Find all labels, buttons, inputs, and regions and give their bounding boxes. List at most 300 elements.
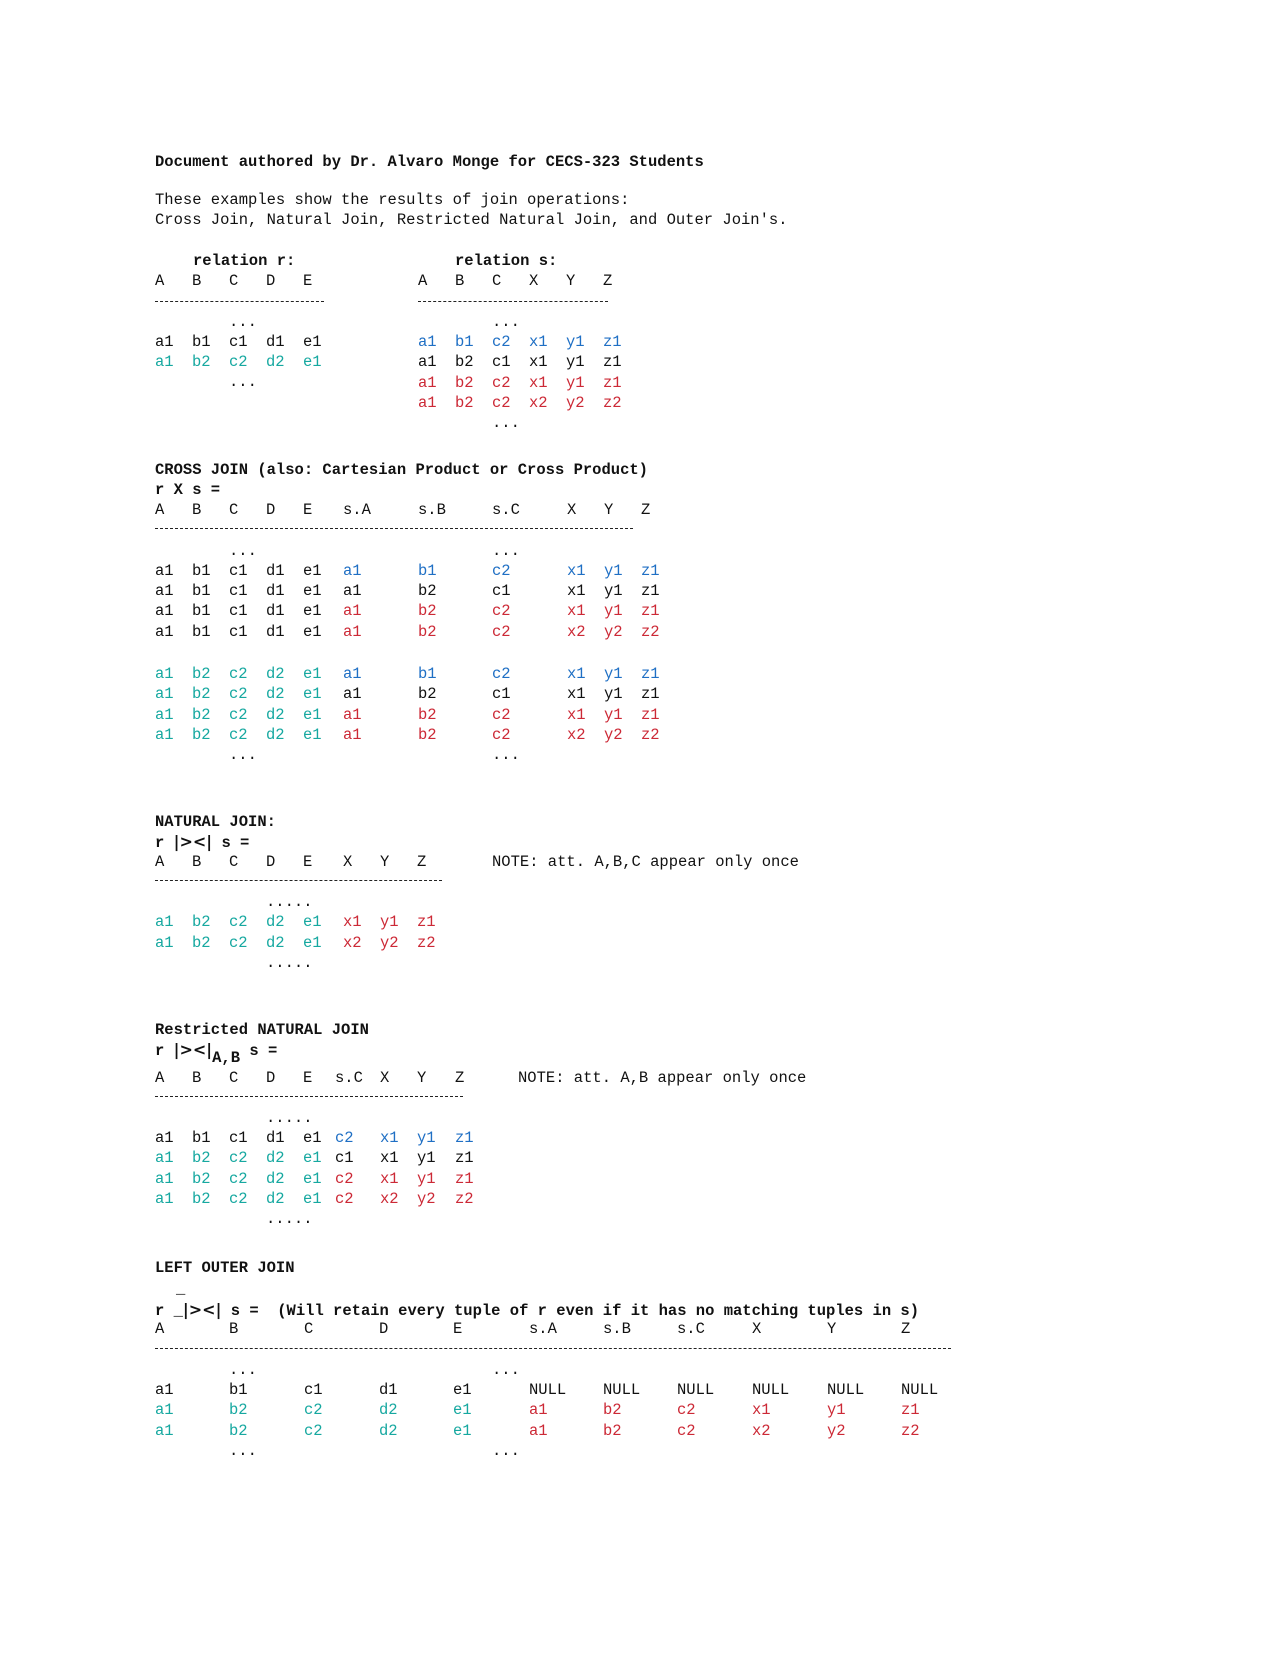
restricted-join-cell: c2 — [229, 1170, 248, 1188]
cross-join-cell: e1 — [303, 602, 322, 620]
relation-s-header-cell: B — [455, 272, 465, 290]
relation-r-cell: e1 — [303, 333, 322, 351]
cross-join-cell: a1 — [343, 726, 362, 744]
cross-join-cell: d2 — [266, 726, 285, 744]
cross-join-cell: a1 — [343, 665, 362, 683]
relation-r-divider — [155, 301, 324, 302]
restricted-join-cell: c2 — [229, 1190, 248, 1208]
cross-join-cell: b1 — [192, 623, 211, 641]
cross-join-cell: e1 — [303, 685, 322, 703]
natural-join-header-cell: B — [192, 853, 202, 871]
left-outer-join-ellipsis: ... — [229, 1361, 257, 1379]
relation-s-cell: y1 — [566, 374, 585, 392]
left-outer-join-bowtie-symbol: |><| — [182, 1300, 222, 1319]
left-outer-join-cell: a1 — [529, 1422, 548, 1440]
relation-r-ellipsis: ... — [229, 313, 257, 331]
natural-join-header-cell: A — [155, 853, 165, 871]
natural-join-note: NOTE: att. A,B,C appear only once — [492, 853, 799, 871]
relation-r-header-cell: C — [229, 272, 239, 290]
relation-s-cell: x1 — [529, 353, 548, 371]
relation-s-cell: a1 — [418, 353, 437, 371]
left-outer-join-ellipsis: ... — [492, 1361, 520, 1379]
restricted-join-cell: z1 — [455, 1129, 474, 1147]
restricted-join-cell: y1 — [417, 1170, 436, 1188]
cross-join-cell: y1 — [604, 582, 623, 600]
cross-join-cell: a1 — [155, 706, 174, 724]
restricted-join-cell: d2 — [266, 1149, 285, 1167]
relation-s-cell: b2 — [455, 374, 474, 392]
cross-join-header-cell: s.B — [418, 501, 446, 519]
cross-join-cell: z2 — [641, 726, 660, 744]
cross-join-header-cell: X — [567, 501, 577, 519]
left-outer-join-cell: NULL — [901, 1381, 939, 1399]
cross-join-divider — [155, 528, 633, 529]
natural-join-cell: x1 — [343, 913, 362, 931]
natural-join-cell: d2 — [266, 934, 285, 952]
cross-join-cell: a1 — [343, 562, 362, 580]
cross-join-cell: b1 — [418, 562, 437, 580]
cross-join-cell: b2 — [192, 726, 211, 744]
cross-join-cell: a1 — [155, 582, 174, 600]
relation-s-cell: y1 — [566, 333, 585, 351]
cross-join-cell: e1 — [303, 706, 322, 724]
cross-join-cell: y1 — [604, 706, 623, 724]
cross-join-cell: b2 — [418, 582, 437, 600]
left-outer-join-header-cell: C — [304, 1320, 314, 1338]
restricted-join-cell: d1 — [266, 1129, 285, 1147]
restricted-join-cell: c2 — [229, 1149, 248, 1167]
left-outer-join-cell: NULL — [827, 1381, 865, 1399]
cross-join-cell: e1 — [303, 562, 322, 580]
left-outer-join-header-cell: Z — [901, 1320, 911, 1338]
left-outer-join-cell: x1 — [752, 1401, 771, 1419]
restricted-join-cell: z1 — [455, 1170, 474, 1188]
left-outer-join-cell: d2 — [379, 1422, 398, 1440]
left-outer-join-overbar: _ — [176, 1280, 186, 1298]
cross-join-cell: a1 — [155, 602, 174, 620]
restricted-join-subscript: A,B — [212, 1049, 241, 1067]
restricted-join-cell: b2 — [192, 1149, 211, 1167]
left-outer-join-cell: y1 — [827, 1401, 846, 1419]
relation-s-cell: a1 — [418, 394, 437, 412]
cross-join-cell: b2 — [418, 602, 437, 620]
cross-join-cell: z1 — [641, 665, 660, 683]
natural-join-header-cell: Z — [417, 853, 427, 871]
relation-r-header-cell: D — [266, 272, 276, 290]
cross-join-cell: z1 — [641, 562, 660, 580]
natural-join-header-cell: C — [229, 853, 239, 871]
cross-join-cell: d1 — [266, 582, 285, 600]
natural-join-cell: e1 — [303, 913, 322, 931]
natural-join-bowtie-symbol: |><| — [173, 832, 213, 851]
left-outer-join-expression — [155, 1301, 919, 1320]
restricted-join-ellipsis: ..... — [266, 1210, 313, 1228]
left-outer-join-cell: b1 — [229, 1381, 248, 1399]
natural-join-cell: y2 — [380, 934, 399, 952]
cross-join-cell: c2 — [229, 706, 248, 724]
restricted-join-cell: b1 — [192, 1129, 211, 1147]
restricted-join-cell: e1 — [303, 1129, 322, 1147]
left-outer-join-cell: x2 — [752, 1422, 771, 1440]
relation-s-cell: a1 — [418, 374, 437, 392]
intro-line-2: Cross Join, Natural Join, Restricted Natural Join, and Outer Join's. — [155, 211, 788, 229]
cross-join-cell: z1 — [641, 706, 660, 724]
left-outer-join-cell: d1 — [379, 1381, 398, 1399]
left-outer-join-cell: NULL — [603, 1381, 641, 1399]
cross-join-cell: c2 — [492, 623, 511, 641]
cross-join-cell: d1 — [266, 602, 285, 620]
natural-join-header-cell: X — [343, 853, 353, 871]
left-outer-join-cell: z1 — [901, 1401, 920, 1419]
left-outer-join-cell: y2 — [827, 1422, 846, 1440]
relation-s-cell: z2 — [603, 394, 622, 412]
left-outer-join-cell: c1 — [304, 1381, 323, 1399]
cross-join-cell: c2 — [229, 665, 248, 683]
natural-join-header-cell: D — [266, 853, 276, 871]
restricted-join-cell: c2 — [335, 1129, 354, 1147]
relation-s-cell: y2 — [566, 394, 585, 412]
restricted-join-cell: y1 — [417, 1129, 436, 1147]
left-outer-join-expr-note: (Will retain every tuple of r even if it has no matching tuples in s) — [277, 1302, 920, 1320]
cross-join-cell: a1 — [155, 726, 174, 744]
natural-join-cell: b2 — [192, 913, 211, 931]
cross-join-cell: d1 — [266, 623, 285, 641]
cross-join-cell: x1 — [567, 665, 586, 683]
left-outer-join-cell: NULL — [677, 1381, 715, 1399]
restricted-join-header-cell: Z — [455, 1069, 465, 1087]
restricted-join-cell: b2 — [192, 1170, 211, 1188]
left-outer-join-cell: NULL — [752, 1381, 790, 1399]
relation-s-cell: y1 — [566, 353, 585, 371]
cross-join-cell: a1 — [155, 623, 174, 641]
cross-join-cell: a1 — [343, 602, 362, 620]
left-outer-join-cell: e1 — [453, 1401, 472, 1419]
cross-join-cell: a1 — [343, 623, 362, 641]
relation-r-cell: b2 — [192, 353, 211, 371]
cross-join-cell: x1 — [567, 582, 586, 600]
cross-join-cell: c2 — [229, 726, 248, 744]
restricted-join-cell: d2 — [266, 1170, 285, 1188]
restricted-join-cell: x1 — [380, 1149, 399, 1167]
restricted-join-cell: x1 — [380, 1129, 399, 1147]
cross-join-cell: b2 — [418, 726, 437, 744]
restricted-join-expression — [155, 1040, 278, 1067]
relation-r-cell: c2 — [229, 353, 248, 371]
cross-join-cell: y2 — [604, 726, 623, 744]
left-outer-join-expr-left: r _ — [155, 1302, 183, 1320]
cross-join-cell: c1 — [229, 582, 248, 600]
relation-s-cell: b1 — [455, 333, 474, 351]
relation-s-cell: a1 — [418, 333, 437, 351]
relation-r-cell: a1 — [155, 333, 174, 351]
relation-s-header-cell: X — [529, 272, 539, 290]
natural-join-cell: d2 — [266, 913, 285, 931]
relation-r-title: relation r: — [193, 252, 296, 270]
restricted-join-header-cell: Y — [417, 1069, 427, 1087]
relation-s-ellipsis: ... — [492, 313, 520, 331]
cross-join-cell: b1 — [418, 665, 437, 683]
natural-join-cell: b2 — [192, 934, 211, 952]
cross-join-cell: z1 — [641, 602, 660, 620]
cross-join-header-cell: E — [303, 501, 313, 519]
restricted-join-ellipsis: ..... — [266, 1109, 313, 1127]
relation-r-header-cell: B — [192, 272, 202, 290]
relation-s-cell: c2 — [492, 394, 511, 412]
cross-join-cell: e1 — [303, 623, 322, 641]
cross-join-cell: d2 — [266, 665, 285, 683]
restricted-join-cell: y2 — [417, 1190, 436, 1208]
restricted-join-cell: c2 — [335, 1170, 354, 1188]
cross-join-cell: y1 — [604, 665, 623, 683]
left-outer-join-cell: e1 — [453, 1381, 472, 1399]
left-outer-join-header-cell: A — [155, 1320, 165, 1338]
left-outer-join-cell: b2 — [603, 1422, 622, 1440]
left-outer-join-cell: z2 — [901, 1422, 920, 1440]
left-outer-join-cell: c2 — [677, 1401, 696, 1419]
left-outer-join-header-cell: Y — [827, 1320, 837, 1338]
natural-join-cell: c2 — [229, 913, 248, 931]
cross-join-cell: x2 — [567, 726, 586, 744]
restricted-join-cell: e1 — [303, 1190, 322, 1208]
restricted-join-divider — [155, 1096, 463, 1097]
cross-join-cell: x1 — [567, 706, 586, 724]
left-outer-join-cell: a1 — [155, 1381, 174, 1399]
cross-join-cell: y1 — [604, 685, 623, 703]
relation-s-header-cell: A — [418, 272, 428, 290]
left-outer-join-cell: c2 — [304, 1401, 323, 1419]
natural-join-cell: a1 — [155, 934, 174, 952]
natural-join-cell: y1 — [380, 913, 399, 931]
cross-join-cell: a1 — [155, 685, 174, 703]
left-outer-join-ellipsis: ... — [492, 1442, 520, 1460]
left-outer-join-header-cell: s.C — [677, 1320, 705, 1338]
cross-join-cell: x1 — [567, 602, 586, 620]
restricted-join-bowtie-symbol: |><| — [173, 1040, 213, 1059]
cross-join-header-cell: s.C — [492, 501, 520, 519]
restricted-join-cell: d2 — [266, 1190, 285, 1208]
relation-r-header-cell: A — [155, 272, 165, 290]
cross-join-cell: b2 — [418, 685, 437, 703]
cross-join-cell: c1 — [492, 582, 511, 600]
restricted-join-cell: a1 — [155, 1129, 174, 1147]
restricted-join-header-cell: B — [192, 1069, 202, 1087]
cross-join-header-cell: D — [266, 501, 276, 519]
relation-s-cell: x1 — [529, 333, 548, 351]
natural-join-title: NATURAL JOIN: — [155, 813, 276, 831]
left-outer-join-header-cell: E — [453, 1320, 463, 1338]
natural-join-header-cell: E — [303, 853, 313, 871]
document-title: Document authored by Dr. Alvaro Monge for CECS-323 Students — [155, 153, 704, 171]
relation-r-cell: d2 — [266, 353, 285, 371]
relation-r-cell: b1 — [192, 333, 211, 351]
left-outer-join-header-cell: X — [752, 1320, 762, 1338]
restricted-join-title: Restricted NATURAL JOIN — [155, 1021, 369, 1039]
cross-join-ellipsis: ... — [229, 746, 257, 764]
left-outer-join-header-cell: s.A — [529, 1320, 557, 1338]
relation-s-cell: z1 — [603, 353, 622, 371]
relation-s-header-cell: Y — [566, 272, 576, 290]
left-outer-join-header-cell: D — [379, 1320, 389, 1338]
cross-join-cell: b2 — [192, 685, 211, 703]
left-outer-join-header-cell: s.B — [603, 1320, 631, 1338]
intro-line-1: These examples show the results of join operations: — [155, 191, 630, 209]
cross-join-cell: c2 — [229, 685, 248, 703]
relation-s-cell: c1 — [492, 353, 511, 371]
cross-join-ellipsis: ... — [492, 746, 520, 764]
relation-s-cell: c2 — [492, 374, 511, 392]
relation-s-cell: b2 — [455, 353, 474, 371]
cross-join-cell: x1 — [567, 685, 586, 703]
restricted-join-cell: a1 — [155, 1170, 174, 1188]
left-outer-join-cell: b2 — [229, 1401, 248, 1419]
restricted-join-cell: z2 — [455, 1190, 474, 1208]
relation-r-cell: e1 — [303, 353, 322, 371]
relation-r-cell: d1 — [266, 333, 285, 351]
left-outer-join-cell: a1 — [155, 1401, 174, 1419]
natural-join-cell: x2 — [343, 934, 362, 952]
natural-join-cell: z1 — [417, 913, 436, 931]
relation-r-ellipsis: ... — [229, 373, 257, 391]
relation-r-header-cell: E — [303, 272, 313, 290]
natural-join-ellipsis: ..... — [266, 954, 313, 972]
restricted-join-cell: c1 — [335, 1149, 354, 1167]
restricted-join-cell: y1 — [417, 1149, 436, 1167]
natural-join-header-cell: Y — [380, 853, 390, 871]
restricted-join-expr-left: r — [155, 1042, 165, 1060]
left-outer-join-cell: e1 — [453, 1422, 472, 1440]
left-outer-join-cell: c2 — [677, 1422, 696, 1440]
left-outer-join-cell: c2 — [304, 1422, 323, 1440]
cross-join-cell: x1 — [567, 562, 586, 580]
natural-join-expr-left: r — [155, 834, 165, 852]
restricted-join-cell: z1 — [455, 1149, 474, 1167]
cross-join-cell: d2 — [266, 685, 285, 703]
relation-s-title: relation s: — [455, 252, 558, 270]
relation-s-divider — [418, 301, 608, 302]
cross-join-cell: z1 — [641, 685, 660, 703]
restricted-join-header-cell: E — [303, 1069, 313, 1087]
cross-join-cell: d1 — [266, 562, 285, 580]
cross-join-cell: e1 — [303, 726, 322, 744]
relation-s-cell: z1 — [603, 333, 622, 351]
restricted-join-header-cell: X — [380, 1069, 390, 1087]
cross-join-header-cell: s.A — [343, 501, 371, 519]
relation-s-header-cell: C — [492, 272, 502, 290]
relation-r-cell: a1 — [155, 353, 174, 371]
cross-join-cell: y2 — [604, 623, 623, 641]
natural-join-expr-right: s = — [221, 834, 250, 852]
cross-join-ellipsis: ... — [229, 542, 257, 560]
restricted-join-header-cell: C — [229, 1069, 239, 1087]
left-outer-join-divider — [155, 1348, 951, 1349]
natural-join-cell: c2 — [229, 934, 248, 952]
cross-join-header-cell: Z — [641, 501, 651, 519]
left-outer-join-title: LEFT OUTER JOIN — [155, 1259, 295, 1277]
cross-join-cell: b2 — [418, 706, 437, 724]
relation-s-cell: c2 — [492, 333, 511, 351]
natural-join-cell: e1 — [303, 934, 322, 952]
cross-join-cell: c2 — [492, 562, 511, 580]
relation-s-ellipsis: ... — [492, 414, 520, 432]
cross-join-cell: b1 — [192, 582, 211, 600]
cross-join-cell: x2 — [567, 623, 586, 641]
cross-join-cell: d2 — [266, 706, 285, 724]
natural-join-divider — [155, 880, 442, 881]
natural-join-ellipsis: ..... — [266, 893, 313, 911]
cross-join-cell: c2 — [492, 602, 511, 620]
cross-join-cell: b2 — [418, 623, 437, 641]
cross-join-cell: a1 — [343, 685, 362, 703]
left-outer-join-cell: d2 — [379, 1401, 398, 1419]
cross-join-cell: c1 — [229, 602, 248, 620]
restricted-join-cell: a1 — [155, 1149, 174, 1167]
restricted-join-expr-right: s = — [249, 1042, 278, 1060]
natural-join-cell: z2 — [417, 934, 436, 952]
cross-join-cell: c2 — [492, 726, 511, 744]
cross-join-cell: c1 — [229, 623, 248, 641]
cross-join-cell: a1 — [155, 562, 174, 580]
cross-join-cell: y1 — [604, 562, 623, 580]
natural-join-cell: a1 — [155, 913, 174, 931]
cross-join-cell: a1 — [343, 706, 362, 724]
restricted-join-cell: c2 — [335, 1190, 354, 1208]
restricted-join-cell: x1 — [380, 1170, 399, 1188]
left-outer-join-cell: a1 — [529, 1401, 548, 1419]
cross-join-header-cell: A — [155, 501, 165, 519]
cross-join-cell: b2 — [192, 665, 211, 683]
relation-s-header-cell: Z — [603, 272, 613, 290]
cross-join-ellipsis: ... — [492, 542, 520, 560]
restricted-join-cell: b2 — [192, 1190, 211, 1208]
left-outer-join-ellipsis: ... — [229, 1442, 257, 1460]
relation-s-cell: z1 — [603, 374, 622, 392]
relation-s-cell: x1 — [529, 374, 548, 392]
cross-join-cell: b1 — [192, 602, 211, 620]
restricted-join-cell: x2 — [380, 1190, 399, 1208]
restricted-join-cell: a1 — [155, 1190, 174, 1208]
cross-join-cell: e1 — [303, 582, 322, 600]
left-outer-join-cell: NULL — [529, 1381, 567, 1399]
cross-join-cell: a1 — [343, 582, 362, 600]
cross-join-cell: c1 — [229, 562, 248, 580]
cross-join-cell: b1 — [192, 562, 211, 580]
cross-join-cell: c2 — [492, 665, 511, 683]
cross-join-cell: c2 — [492, 706, 511, 724]
cross-join-cell: a1 — [155, 665, 174, 683]
relation-s-cell: b2 — [455, 394, 474, 412]
natural-join-expression — [155, 833, 249, 852]
restricted-join-note: NOTE: att. A,B appear only once — [518, 1069, 807, 1087]
left-outer-join-header-cell: B — [229, 1320, 239, 1338]
restricted-join-cell: e1 — [303, 1170, 322, 1188]
restricted-join-header-cell: A — [155, 1069, 165, 1087]
left-outer-join-expr-right: s = — [230, 1302, 259, 1320]
restricted-join-header-cell: s.C — [335, 1069, 363, 1087]
cross-join-cell: y1 — [604, 602, 623, 620]
restricted-join-header-cell: D — [266, 1069, 276, 1087]
restricted-join-cell: e1 — [303, 1149, 322, 1167]
cross-join-cell: b2 — [192, 706, 211, 724]
restricted-join-cell: c1 — [229, 1129, 248, 1147]
cross-join-header-cell: Y — [604, 501, 614, 519]
cross-join-cell: z2 — [641, 623, 660, 641]
relation-r-cell: c1 — [229, 333, 248, 351]
left-outer-join-cell: b2 — [229, 1422, 248, 1440]
cross-join-header-cell: C — [229, 501, 239, 519]
cross-join-title: CROSS JOIN (also: Cartesian Product or Cross Product) — [155, 461, 648, 479]
cross-join-expression: r X s = — [155, 481, 221, 499]
left-outer-join-cell: a1 — [155, 1422, 174, 1440]
